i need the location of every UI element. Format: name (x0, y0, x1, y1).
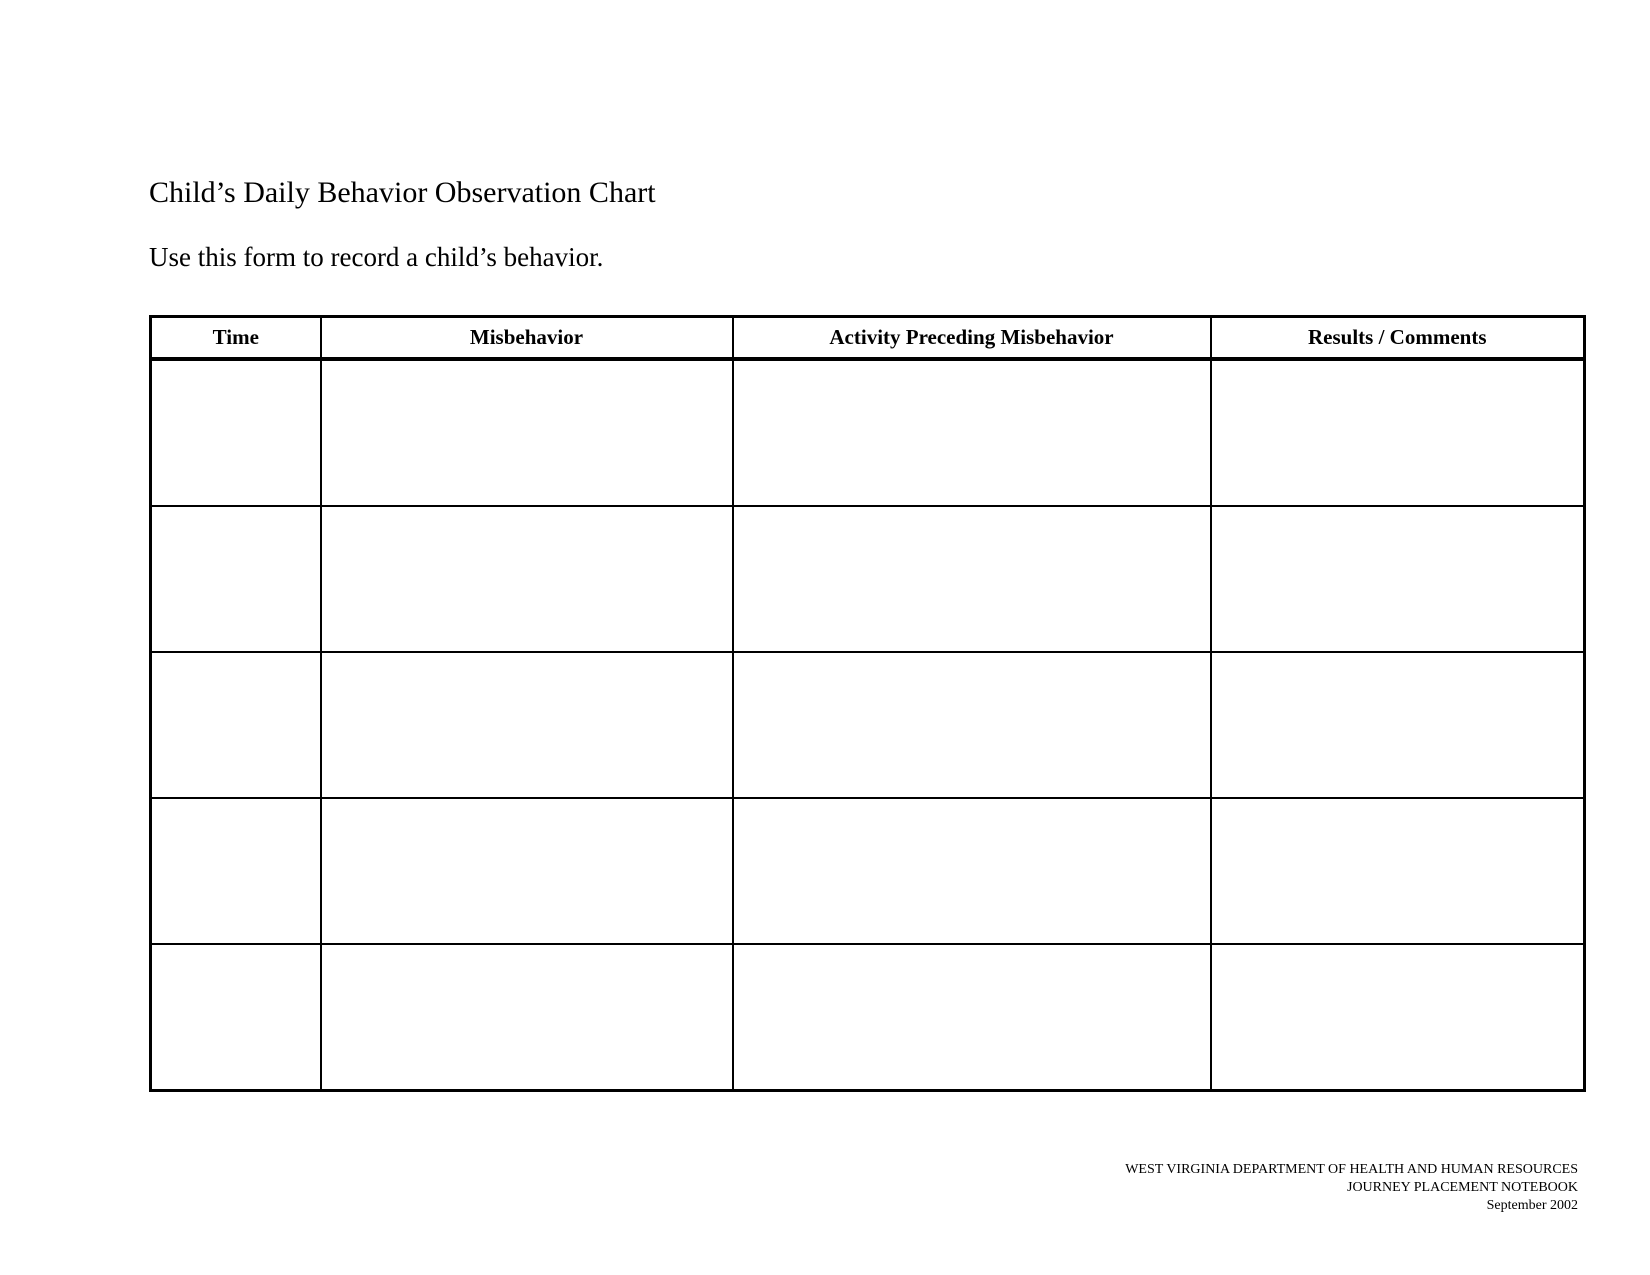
table-cell (733, 506, 1211, 652)
table-cell (1211, 944, 1585, 1091)
table-cell (1211, 798, 1585, 944)
table-cell (151, 652, 321, 798)
table-row (151, 652, 1585, 798)
page-title: Child’s Daily Behavior Observation Chart (149, 176, 656, 209)
column-header-results-comments: Results / Comments (1211, 317, 1585, 360)
table-cell (151, 359, 321, 506)
table-header-row (151, 317, 1585, 360)
column-header-misbehavior: Misbehavior (321, 317, 733, 360)
table-cell (733, 798, 1211, 944)
table-cell (733, 359, 1211, 506)
table-row (151, 506, 1585, 652)
footer-line-date: September 2002 (1486, 1198, 1578, 1213)
table-cell (321, 359, 733, 506)
table-cell (733, 652, 1211, 798)
table-row (151, 944, 1585, 1091)
table-cell (151, 944, 321, 1091)
table-cell (151, 506, 321, 652)
table-cell (1211, 359, 1585, 506)
footer-line-agency: WEST VIRGINIA DEPARTMENT OF HEALTH AND HUMAN RESOURCES (1125, 1162, 1578, 1177)
column-header-time: Time (151, 317, 321, 360)
table-cell (151, 798, 321, 944)
table-cell (1211, 652, 1585, 798)
behavior-observation-table (149, 315, 1586, 1092)
table-cell (1211, 506, 1585, 652)
table-cell (321, 798, 733, 944)
table-cell (321, 652, 733, 798)
table-row (151, 798, 1585, 944)
footer-line-notebook: JOURNEY PLACEMENT NOTEBOOK (1347, 1180, 1578, 1195)
instructions-text: Use this form to record a child’s behavior. (149, 242, 604, 272)
column-header-activity-preceding: Activity Preceding Misbehavior (733, 317, 1211, 360)
document-footer (1125, 1161, 1578, 1215)
table-cell (733, 944, 1211, 1091)
table-row (151, 359, 1585, 506)
table-cell (321, 506, 733, 652)
table-cell (321, 944, 733, 1091)
table-body (151, 359, 1585, 1091)
